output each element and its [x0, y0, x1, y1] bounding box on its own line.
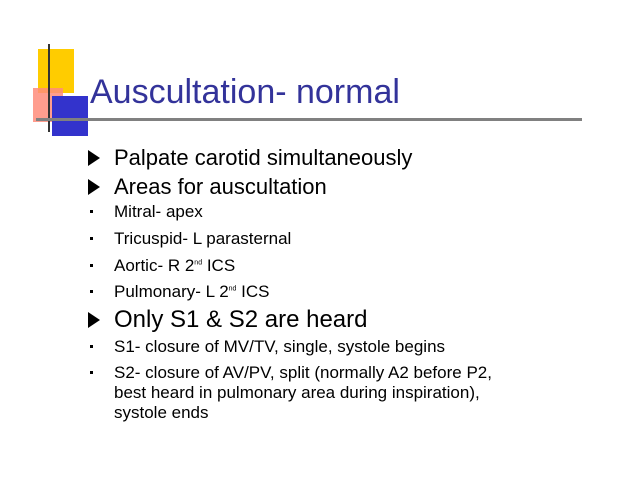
bullet-text: Areas for auscultation — [114, 174, 327, 199]
yellow-square-decoration — [38, 49, 74, 93]
ordinal-superscript: nd — [228, 285, 237, 293]
square-bullet-icon — [90, 290, 93, 293]
bullet-text-suffix: ICS — [236, 282, 270, 301]
bullet-text-main: Pulmonary- L 2 — [114, 282, 229, 301]
ordinal-superscript: nd — [194, 259, 203, 267]
arrow-bullet-icon — [88, 312, 100, 328]
square-bullet-icon — [90, 210, 93, 213]
bullet-text: S1- closure of MV/TV, single, systole begins — [114, 337, 446, 356]
arrow-bullet-icon — [88, 150, 100, 166]
bullet-text-line: systole ends — [114, 403, 209, 422]
square-bullet-icon — [90, 371, 93, 374]
bullet-text — [114, 256, 235, 276]
blue-square-decoration — [52, 96, 88, 136]
bullet-text — [114, 282, 270, 302]
square-bullet-icon — [90, 264, 93, 267]
bullet-text-line: S2- closure of AV/PV, split (normally A2 before P2, — [114, 363, 492, 382]
slide-title: Auscultation- normal — [90, 73, 400, 111]
bullet-text-suffix: ICS — [202, 256, 236, 275]
square-bullet-icon — [90, 237, 93, 240]
bullet-text-main: Aortic- R 2 — [114, 256, 195, 275]
square-bullet-icon — [90, 345, 93, 348]
bullet-text-line: best heard in pulmonary area during inspiration), — [114, 383, 480, 402]
bullet-text: Tricuspid- L parasternal — [114, 229, 292, 248]
bullet-text: Mitral- apex — [114, 202, 203, 221]
bullet-text: Only S1 & S2 are heard — [114, 306, 368, 333]
title-underline — [36, 118, 582, 121]
bullet-text: Palpate carotid simultaneously — [114, 145, 413, 170]
arrow-bullet-icon — [88, 179, 100, 195]
